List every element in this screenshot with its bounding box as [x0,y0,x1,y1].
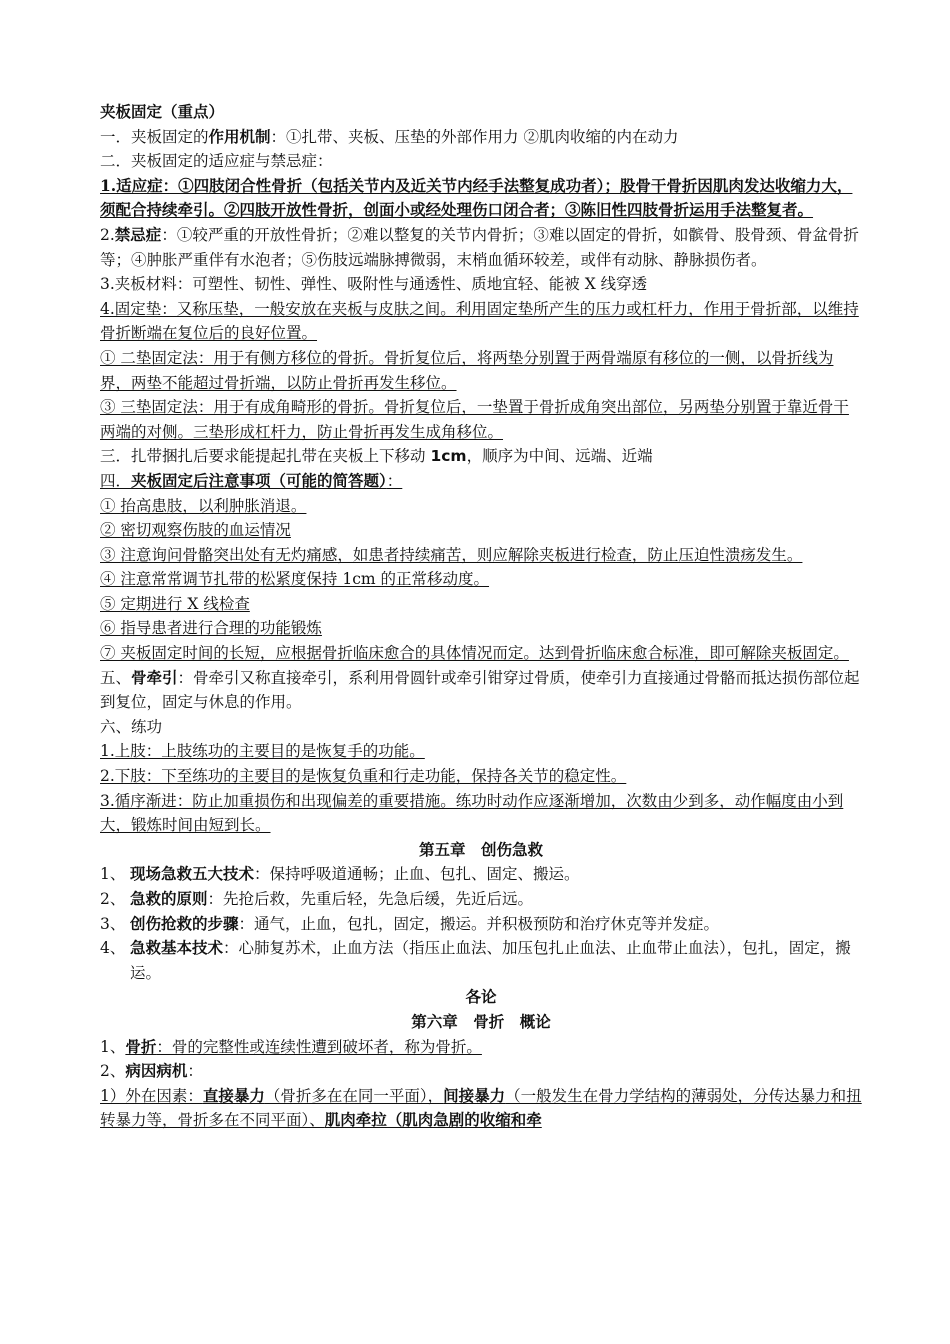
note-item: ④ 注意常常调节扎带的松紧度保持 1cm 的正常移动度。 [100,570,490,589]
exercise-item: 2.下肢：下至练功的主要目的是恢复负重和行走功能，保持各关节的稳定性。 [100,767,627,786]
chapter-5-title: 第五章 创伤急救 [418,839,543,859]
text: ：通气，止血，包扎，固定，搬运。并积极预防和治疗休克等并发症。 [238,914,720,933]
text: ： [386,471,403,490]
text: ：①较严重的开放性骨折；②难以整复的关节内骨折；③难以固定的骨折，如髌骨、股骨颈、骨盆骨折等；④肿胀严重伴有水泡者；⑤伤肢远端脉搏微弱，末梢血循环较差，或伴有动脉、静脉损伤者。 [100,225,859,269]
term: 现场急救五大技术 [130,864,255,884]
text: 1）外在因素： [100,1086,203,1105]
note-item: ① 抬高患肢，以利肿胀消退。 [100,496,307,515]
term: 禁忌症 [114,224,162,244]
item-number: 3、 [100,914,126,933]
term: 骨牵引 [131,667,178,687]
text: 三．扎带捆扎后要求能提起扎带在夹板上下移动 [100,447,431,466]
text: ：心肺复苏术，止血方法（指压止血法、加压包扎止血法、止血带止血法），包扎，固定，搬运。 [130,939,851,982]
emergency-item [100,887,862,912]
item-number: 2、 [100,890,126,908]
emergency-item [100,862,862,887]
text: 一．夹板固定的 [100,127,209,146]
text: ，顺序为中间、远端、近端 [466,447,653,466]
emergency-item [100,912,862,937]
mechanism-line [100,125,862,150]
chapter-6-title: 第六章 骨折 概论 [411,1011,551,1031]
text: 1、 [100,1037,126,1056]
text: 2、 [100,1062,126,1081]
item-number: 1、 [100,865,126,884]
text: （骨折多在在同一平面）， [264,1086,444,1105]
contraindications-paragraph [100,223,862,272]
notes-heading [100,469,862,494]
text: ：骨牵引又称直接牵引，系利用骨圆针或牵引钳穿过骨质，使牵引力直接通过骨骼而抵达损伤部位起到复位，固定与休息的作用。 [100,668,860,712]
exercise-heading: 六、练功 [100,717,163,736]
term: 病因病机 [125,1061,188,1081]
note-item: ③ 注意询问骨骼突出处有无灼痛感，如患者持续痛苦，则应解除夹板进行检查，防止压迫性溃疡发生。 [100,545,803,564]
term: 间接暴力 [443,1085,506,1105]
text: （一般发生在骨力学结构的薄弱处，分传达暴力和扭转暴力等，骨折多在不同平面）、 [100,1086,862,1130]
part-title: 各论 [465,987,497,1007]
text: 五、 [100,668,132,687]
text: ：骨的完整性或连续性遭到破坏者，称为骨折。 [156,1037,482,1056]
term: 急救的原则 [130,889,208,908]
term: 1cm [430,447,467,466]
fracture-definition [100,1035,862,1060]
note-item: ⑦ 夹板固定时间的长短，应根据骨折临床愈合的具体情况而定。达到骨折临床愈合标准，即可解除夹板固定。 [100,644,849,663]
text: 四． [100,471,132,490]
term: 骨折 [125,1036,157,1056]
traction-paragraph [100,666,862,715]
note-item: ② 密切观察伤肢的血运情况 [100,521,291,540]
text: ：①扎带、夹板、压垫的外部作用力 ②肌肉收缩的内在动力 [270,127,679,146]
note-item: ⑥ 指导患者进行合理的功能锻炼 [100,619,322,638]
term: 肌肉牵拉（肌肉急剧的收缩和牵 [324,1110,542,1130]
etiology-heading [100,1059,862,1084]
section-title: 夹板固定（重点） [100,102,225,121]
indications-paragraph: 1.适应症：①四肢闭合性骨折（包括关节内及近关节内经手法整复成功者）；股骨干骨折因肌肉发达收缩力大，须配合持续牵引。②四肢开放性骨折，创面小或经处理伤口闭合者；③陈旧性四肢骨折运用手法整复者。 [100,175,853,220]
term: 急救基本技术 [130,938,224,958]
term: 创伤抢救的步骤 [130,913,239,933]
three-pad-paragraph: ③ 三垫固定法：用于有成角畸形的骨折。骨折复位后，一垫置于骨折成角突出部位，另两垫分别置于靠近骨干两端的对侧。三垫形成杠杆力，防止骨折再发生成角移位。 [100,398,849,441]
text: 2. [100,225,115,244]
external-factors-paragraph [100,1084,862,1133]
term: 直接暴力 [202,1085,265,1105]
material-line: 3.夹板材料：可塑性、韧性、弹性、吸附性与通透性、质地宜轻、能被 X 线穿透 [100,275,648,294]
text: ：保持呼吸道通畅；止血、包扎、固定、搬运。 [254,865,580,884]
indication-heading: 二．夹板固定的适应症与禁忌症： [100,152,333,171]
two-pad-paragraph: ① 二垫固定法：用于有侧方移位的骨折。骨折复位后，将两垫分别置于两骨端原有移位的一侧，以骨折线为界，两垫不能超过骨折端，以防止骨折再发生移位。 [100,348,834,392]
note-item: ⑤ 定期进行 X 线检查 [100,594,250,613]
text: ： [187,1062,203,1081]
term: 夹板固定后注意事项（可能的简答题） [131,470,387,490]
exercise-item: 1.上肢：上肢练功的主要目的是恢复手的功能。 [100,742,425,761]
text: ：先抢后救，先重后轻，先急后缓，先近后远。 [207,890,534,908]
item-number: 4、 [100,939,126,958]
term: 作用机制 [208,126,271,146]
exercise-item: 3.循序渐进：防止加重损伤和出现偏差的重要措施。练功时动作应逐渐增加，次数由少到多，动作幅度由小到大，锻炼时间由短到长。 [100,791,844,835]
pad-paragraph: 4.固定垫：又称压垫，一般安放在夹板与皮肤之间。利用固定垫所产生的压力或杠杆力，作用于骨折部，以维持骨折断端在复位后的良好位置。 [100,299,859,343]
emergency-item [100,936,862,985]
strap-line [100,444,862,469]
